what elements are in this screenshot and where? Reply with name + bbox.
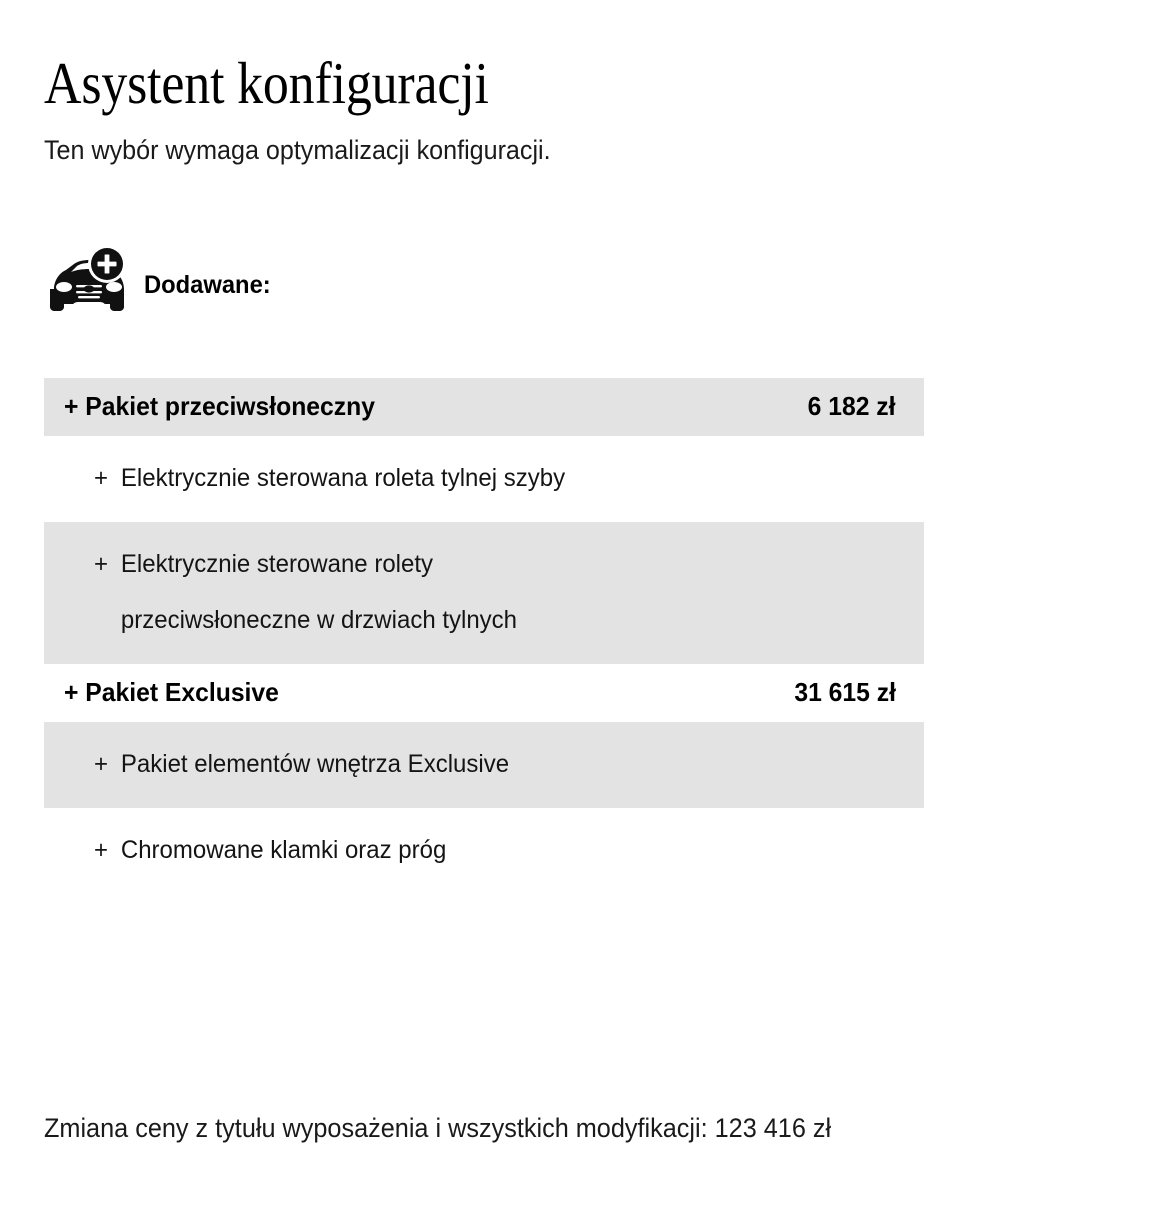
sub-option-label: + Chromowane klamki oraz próg (94, 822, 620, 878)
added-section-header (44, 240, 277, 330)
package-row[interactable] (44, 664, 924, 722)
sub-option-row[interactable] (44, 522, 924, 664)
plus-icon: + (94, 836, 109, 864)
plus-icon: + (94, 750, 109, 778)
page-subtitle: Ten wybór wymaga optymalizacji konfiguracji. (44, 134, 551, 165)
added-options-list (44, 378, 924, 894)
package-price: 6 182 zł (808, 391, 896, 421)
package-row[interactable] (44, 378, 924, 436)
sub-option-row[interactable] (44, 808, 924, 894)
package-label: + Pakiet przeciwsłoneczny (64, 391, 375, 421)
car-plus-icon (44, 245, 130, 325)
sub-option-row[interactable] (44, 436, 924, 522)
page-header (44, 52, 1134, 167)
plus-icon: + (94, 464, 109, 492)
sub-option-label: + Elektrycznie sterowane rolety przeciwsłoneczne w drzwiach tylnych (94, 536, 620, 648)
package-price: 31 615 zł (794, 677, 896, 707)
sub-option-label: + Pakiet elementów wnętrza Exclusive (94, 736, 620, 792)
added-section-label: Dodawane: (144, 270, 271, 299)
package-label: + Pakiet Exclusive (64, 677, 279, 707)
page-title: Asystent konfiguracji (44, 50, 489, 116)
price-change-total: Zmiana ceny z tytułu wyposażenia i wszystkich modyfikacji: 123 416 zł (44, 1113, 832, 1143)
sub-option-row[interactable] (44, 722, 924, 808)
plus-icon: + (94, 550, 109, 578)
sub-option-label: + Elektrycznie sterowana roleta tylnej szyby (94, 450, 620, 506)
